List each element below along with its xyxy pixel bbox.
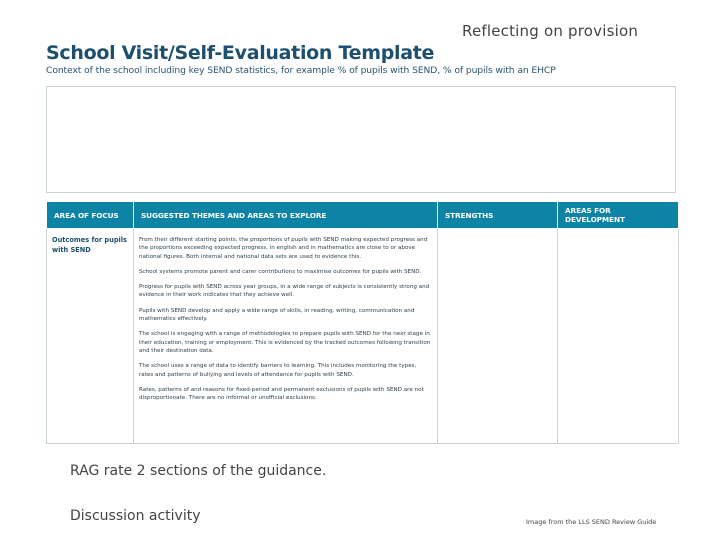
theme-item: Rates, patterns of and reasons for fixed-period and permanent exclusions of pupils with SEND are not disproportionate. There are no informal or unofficial exclusions. xyxy=(139,386,424,402)
header-area-of-focus: AREA OF FOCUS xyxy=(47,202,134,229)
theme-item: From their different starting points, the proportions of pupils with SEND making expected progress and the proportions exceeding expected progress, in english and in mathematics are close to or above national figures. Both internal and national data sets are used to evidence this. xyxy=(139,237,428,260)
image-credit: Image from the LLS SEND Review Guide xyxy=(526,518,657,526)
development-cell xyxy=(558,229,679,444)
theme-item: Pupils with SEND develop and apply a wide range of skills, in reading, writing, communication and mathematics effectively. xyxy=(139,307,415,323)
theme-item: The school uses a range of data to identify barriers to learning. This includes monitoring the types, rates and patterns of bullying and levels of attendance for pupils with SEND. xyxy=(139,363,417,378)
strengths-cell xyxy=(438,229,558,444)
header-strengths: STRENGTHS xyxy=(438,202,558,229)
theme-item: School systems promote parent and carer contributions to maximise outcomes for pupils with SEND. xyxy=(139,268,422,275)
theme-item: The school is engaging with a range of methodologies to prepare pupils with SEND for the next stage in their education, training or employment. This is evidenced by the tracked outcomes following transition and their destination data. xyxy=(139,331,431,354)
themes-cell xyxy=(134,229,438,444)
evaluation-table xyxy=(46,201,679,444)
header-suggested-themes: SUGGESTED THEMES AND AREAS TO EXPLORE xyxy=(134,202,438,229)
theme-item: Progress for pupils with SEND across year groups, in a wide range of subjects is consistently strong and evidence in their work indicates that they achieve well. xyxy=(139,284,430,299)
focus-cell xyxy=(47,229,134,444)
focus-label: Outcomes for pupils with SEND xyxy=(52,236,127,254)
document-subtitle: Context of the school including key SEND statistics, for example % of pupils with SEND, % of pupils with an EHCP xyxy=(46,65,556,76)
document-title: School Visit/Self-Evaluation Template xyxy=(46,42,435,64)
header-areas-for-development: AREAS FOR DEVELOPMENT xyxy=(558,202,679,229)
table-row xyxy=(47,229,679,444)
context-box xyxy=(46,86,676,193)
table-header-row xyxy=(47,202,679,229)
instruction-note: RAG rate 2 sections of the guidance. xyxy=(70,463,327,479)
section-title: Reflecting on provision xyxy=(462,22,639,40)
activity-note: Discussion activity xyxy=(70,508,201,524)
